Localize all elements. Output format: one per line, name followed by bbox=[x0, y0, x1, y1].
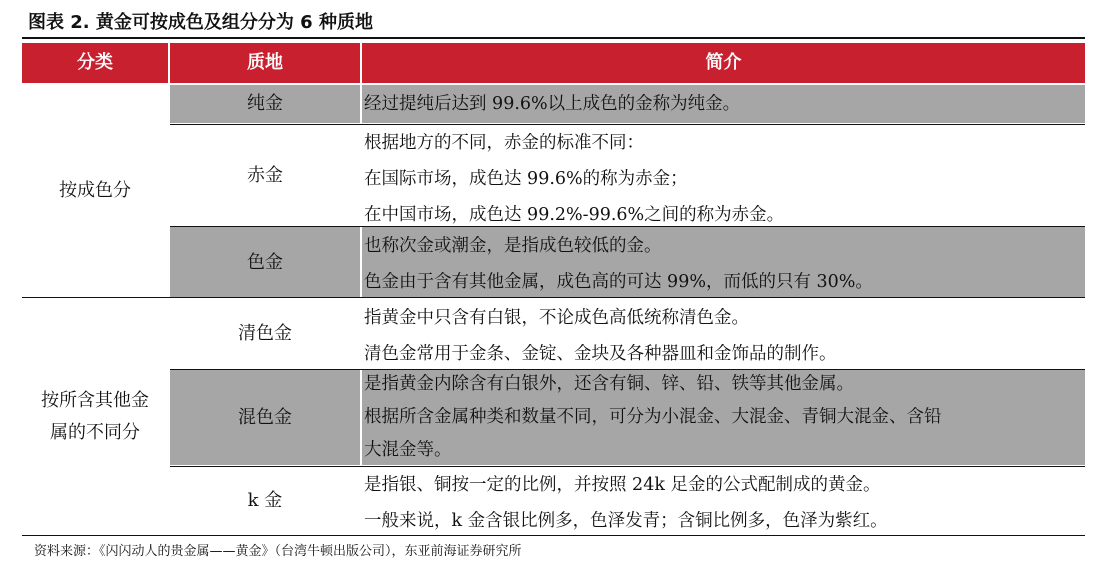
texture-cell: k 金 bbox=[247, 490, 283, 511]
intro-cell bbox=[364, 368, 942, 467]
category-label-line: 按所含其他金 bbox=[41, 389, 149, 411]
texture-cell: 赤金 bbox=[247, 165, 283, 186]
figure-title: 图表 2. 黄金可按成色及组分分为 6 种质地 bbox=[28, 12, 373, 33]
intro-line: 色金由于含有其他金属，成色高的可达 99%，而低的只有 30%。 bbox=[364, 272, 873, 292]
row-divider bbox=[360, 370, 362, 465]
category-label: 按成色分 bbox=[59, 180, 131, 201]
intro-line: 是指黄金内除含有白银外，还含有铜、锌、铅、铁等其他金属。 bbox=[364, 374, 854, 394]
header-texture: 质地 bbox=[247, 52, 283, 73]
intro-cell bbox=[364, 125, 784, 233]
category-cell bbox=[22, 299, 168, 534]
row-divider bbox=[360, 85, 362, 123]
intro-line: 在中国市场，成色达 99.2%-99.6%之间的称为赤金。 bbox=[364, 205, 785, 225]
row-divider bbox=[360, 227, 362, 298]
texture-cell: 混色金 bbox=[238, 407, 292, 428]
header-category: 分类 bbox=[77, 52, 113, 73]
category-cell bbox=[22, 85, 168, 297]
category-label-line: 属的不同分 bbox=[50, 421, 140, 443]
intro-line: 根据所含金属种类和数量不同，可分为小混金、大混金、青铜大混金、含铅 bbox=[364, 407, 942, 427]
table-bottom-rule bbox=[22, 535, 1085, 536]
title-rule bbox=[22, 37, 1085, 39]
intro-line: 是指银、铜按一定的比例，并按照 24k 足金的公式配制成的黄金。 bbox=[364, 475, 881, 495]
intro-cell bbox=[364, 228, 873, 300]
intro-cell bbox=[364, 467, 888, 539]
intro-line: 指黄金中只含有白银，不论成色高低统称清色金。 bbox=[364, 308, 749, 328]
intro-line: 在国际市场，成色达 99.6%的称为赤金； bbox=[364, 169, 688, 189]
texture-cell: 清色金 bbox=[238, 323, 292, 344]
intro-cell bbox=[364, 86, 740, 122]
texture-cell: 纯金 bbox=[247, 93, 283, 114]
header-intro: 简介 bbox=[705, 52, 742, 73]
intro-line: 大混金等。 bbox=[364, 440, 452, 460]
source-note: 资料来源：《闪闪动人的贵金属——黄金》（台湾牛顿出版公司），东亚前海证券研究所 bbox=[34, 544, 522, 559]
intro-line: 清色金常用于金条、金锭、金块及各种器皿和金饰品的制作。 bbox=[364, 344, 837, 364]
intro-line: 经过提纯后达到 99.6%以上成色的金称为纯金。 bbox=[364, 94, 741, 114]
intro-cell bbox=[364, 300, 837, 372]
intro-line: 也称次金或潮金，是指成色较低的金。 bbox=[364, 236, 662, 256]
intro-line: 一般来说，k 金含银比例多，色泽发青；含铜比例多，色泽为紫红。 bbox=[364, 511, 888, 531]
texture-cell: 色金 bbox=[247, 252, 283, 273]
intro-line: 根据地方的不同，赤金的标准不同： bbox=[364, 133, 644, 153]
